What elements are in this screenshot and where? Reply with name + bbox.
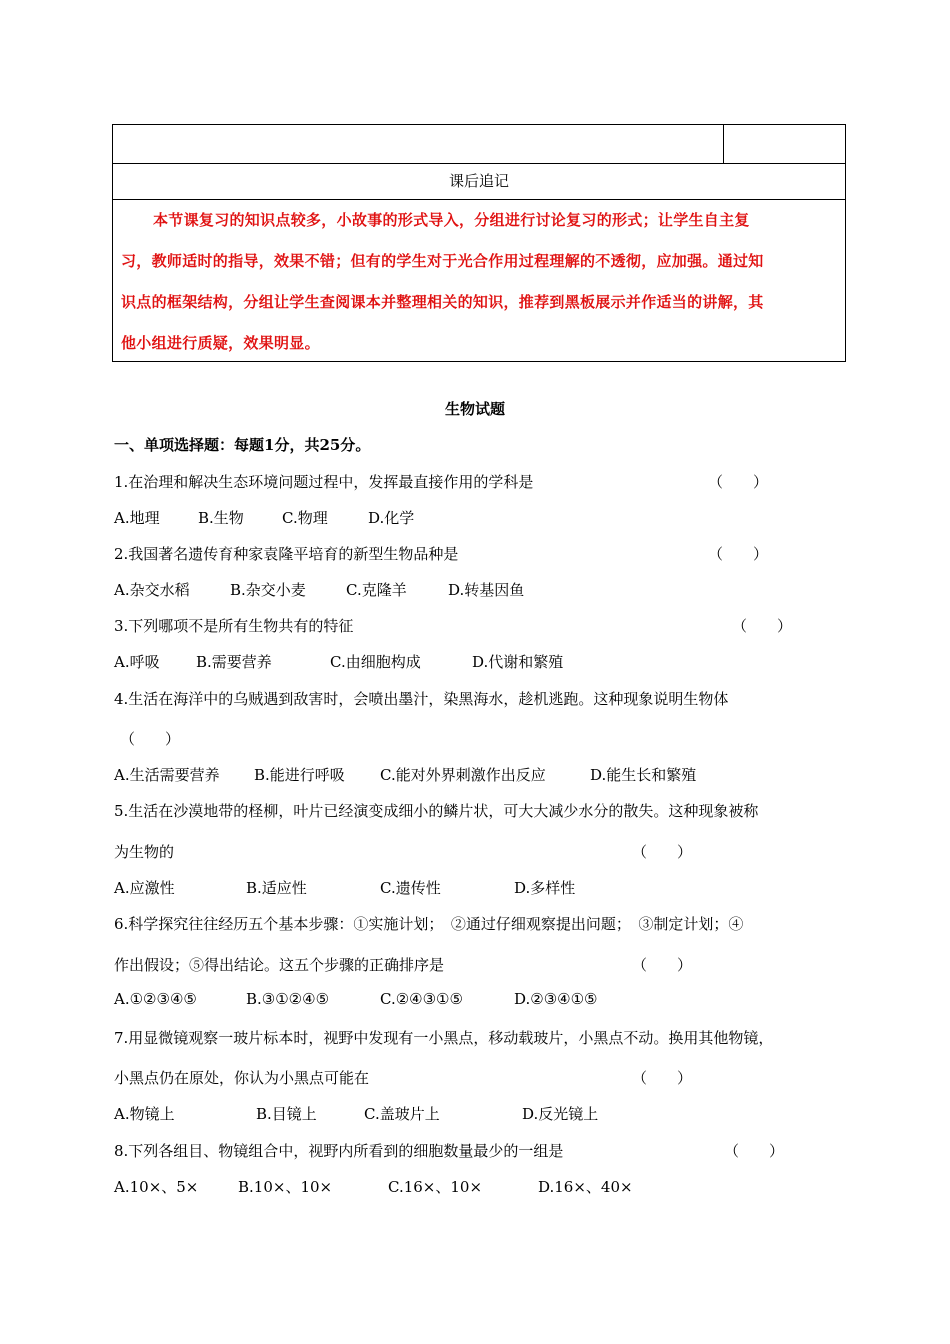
option: A.①②③④⑤ [114, 990, 197, 1008]
options-row [114, 877, 575, 898]
reflection-line: 本节课复习的知识点较多，小故事的形式导入，分组进行讨论复习的形式；让学生自主复 [153, 211, 750, 229]
option: A.地理 [114, 509, 160, 527]
answer-blank: （ ） [732, 617, 793, 635]
option: B.杂交小麦 [230, 581, 306, 599]
option: D.②③④①⑤ [514, 990, 598, 1008]
option: C.能对外界刺激作出反应 [380, 766, 546, 784]
option: D.16×、40× [538, 1178, 633, 1196]
question-text: 8.下列各组目、物镜组合中，视野内所看到的细胞数量最少的一组是 [114, 1142, 564, 1160]
option: C.克隆羊 [346, 581, 407, 599]
question-text: 作出假设；⑤得出结论。这五个步骤的正确排序是 [114, 956, 445, 974]
notes-table [112, 124, 846, 362]
option: C.遗传性 [380, 879, 441, 897]
reflection-line: 识点的框架结构，分组让学生查阅课本并整理相关的知识，推荐到黑板展示并作适当的讲解，其 [121, 293, 764, 311]
options-row [114, 1176, 633, 1197]
option: A.呼吸 [114, 653, 160, 671]
options-row [114, 507, 414, 528]
question-text: 5.生活在沙漠地带的柽柳，叶片已经演变成细小的鳞片状，可大大减少水分的散失。这种现象被称 [114, 802, 759, 820]
answer-blank: （ ） [632, 843, 693, 861]
question-text: 1.在治理和解决生态环境问题过程中，发挥最直接作用的学科是 [114, 473, 534, 491]
table-empty-row [113, 125, 845, 164]
answer-blank: （ ） [632, 1069, 693, 1087]
option: C.物理 [282, 509, 328, 527]
question-text: 4.生活在海洋中的乌贼遇到敌害时，会喷出墨汁，染黑海水，趁机逃跑。这种现象说明生物体 [114, 690, 729, 708]
option: B.③①②④⑤ [246, 990, 330, 1008]
option: B.适应性 [246, 879, 307, 897]
question-text: 为生物的 [114, 843, 175, 861]
question-text: 7.用显微镜观察一玻片标本时，视野中发现有一小黑点，移动载玻片，小黑点不动。换用其他物镜， [114, 1029, 774, 1047]
answer-blank: （ ） [724, 1142, 785, 1160]
option: A.应激性 [114, 879, 175, 897]
options-row [114, 990, 598, 1008]
option: A.物镜上 [114, 1105, 175, 1123]
question-text: 2.我国著名遗传育种家袁隆平培育的新型生物品种是 [114, 545, 459, 563]
option: C.盖玻片上 [364, 1105, 440, 1123]
option: A.生活需要营养 [114, 766, 220, 784]
question-text: 小黑点仍在原处，你认为小黑点可能在 [114, 1069, 370, 1087]
exam-title: 生物试题 [444, 400, 505, 418]
answer-blank: （ ） [632, 956, 693, 974]
option: D.转基因鱼 [448, 581, 525, 599]
answer-blank: （ ） [708, 545, 769, 563]
option: D.化学 [368, 509, 415, 527]
table-cell-divider [723, 125, 724, 163]
option: A.杂交水稻 [114, 581, 190, 599]
option: C.②④③①⑤ [380, 990, 463, 1008]
table-body-cell [113, 200, 845, 364]
table-header-cell: 课后追记 [113, 163, 845, 200]
question-text: 6.科学探究往往经历五个基本步骤：①实施计划； ②通过仔细观察提出问题； ③制定计划；④ [114, 915, 744, 933]
option: D.能生长和繁殖 [590, 766, 697, 784]
option: B.10×、10× [238, 1178, 333, 1196]
options-row [114, 764, 696, 785]
option: D.代谢和繁殖 [472, 653, 564, 671]
option: B.需要营养 [196, 653, 272, 671]
options-row [114, 1103, 598, 1124]
reflection-line: 习，教师适时的指导，效果不错；但有的学生对于光合作用过程理解的不透彻，应加强。通过知 [121, 252, 764, 270]
section-heading: 一、单项选择题：每题1分，共25分。 [114, 436, 371, 454]
option: D.多样性 [514, 879, 576, 897]
options-row [114, 651, 563, 672]
question-text: 3.下列哪项不是所有生物共有的特征 [114, 617, 354, 635]
option: B.能进行呼吸 [254, 766, 345, 784]
reflection-line: 他小组进行质疑，效果明显。 [121, 334, 320, 352]
answer-blank: （ ） [120, 730, 181, 748]
answer-blank: （ ） [708, 473, 769, 491]
option: A.10×、5× [114, 1178, 199, 1196]
option: C.由细胞构成 [330, 653, 421, 671]
option: B.目镜上 [256, 1105, 317, 1123]
option: B.生物 [198, 509, 244, 527]
options-row [114, 579, 524, 600]
option: D.反光镜上 [522, 1105, 599, 1123]
option: C.16×、10× [388, 1178, 483, 1196]
